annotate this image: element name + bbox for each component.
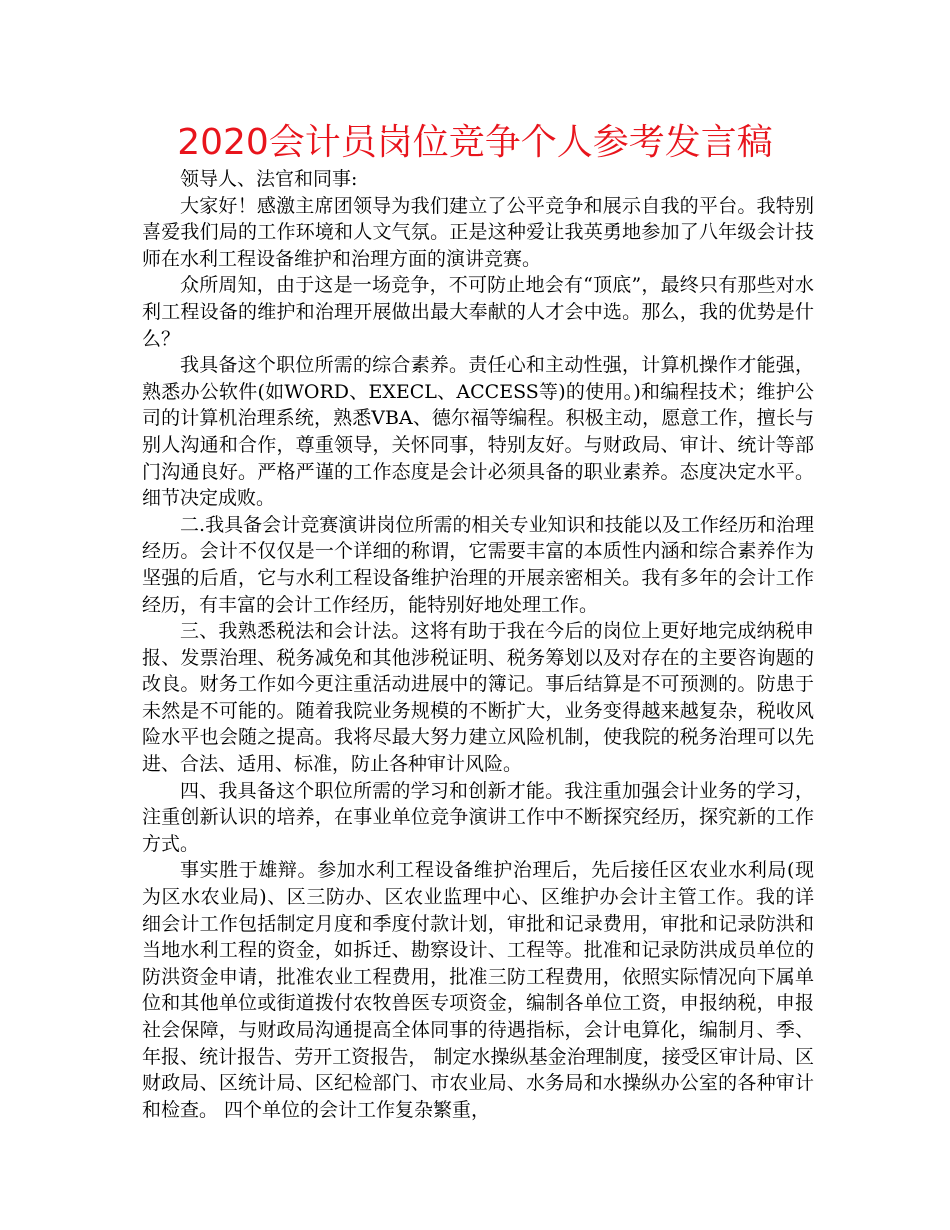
greeting-paragraph: 大家好！感激主席团领导为我们建立了公平竞争和展示自我的平台。我特别喜爱我们局的工作环境和人文气氛。正是这种爱让我英勇地参加了八年级会计技师在水利工程设备维护和治理方面的演讲竞赛。	[142, 194, 814, 270]
tax-law-paragraph: 三、我熟悉税法和会计法。这将有助于我在今后的岗位上更好地完成纳税申报、发票治理、税务减免和其他涉税证明、税务筹划以及对存在的主要咨询题的改良。财务工作如今更注重活动进展中的簿记。事后结算是不可预测的。防患于未然是不可能的。随着我院业务规模的不断扩大，业务变得越来越复杂，税收风险水平也会随之提高。我将尽最大努力建立风险机制，使我院的税务治理可以先进、合法、适用、标准，防止各种审计风险。	[142, 620, 814, 776]
document-body	[142, 166, 814, 1123]
expertise-paragraph: 二.我具备会计竞赛演讲岗位所需的相关专业知识和技能以及工作经历和治理经历。会计不仅仅是一个详细的称谓，它需要丰富的本质性内涵和综合素养作为坚强的后盾，它与水利工程设备维护治理的开展亲密相关。我有多年的会计工作经历，有丰富的会计工作经历，能特别好地处理工作。	[142, 513, 814, 616]
salutation-paragraph: 领导人、法官和同事:	[180, 168, 358, 190]
experience-paragraph: 事实胜于雄辩。参加水利工程设备维护治理后，先后接任区农业水利局(现为区水农业局)、区三防办、区农业监理中心、区维护办会计主管工作。我的详细会计工作包括制定月度和季度付款计划，审批和记录费用，审批和记录防洪和当地水利工程的资金，如拆迁、勘察设计、工程等。批准和记录防洪成员单位的防洪资金申请，批准农业工程费用，批准三防工程费用，依照实际情况向下属单位和其他单位或街道拨付农牧兽医专项资金，编制各单位工资，申报纳税，申报社会保障，与财政局沟通提高全体同事的待遇指标，会计电算化，编制月、季、年报、统计报告、劳开工资报告， 制定水操纵基金治理制度，接受区审计局、区财政局、区统计局、区纪检部门、市农业局、水务局和水操纵办公室的各种审计和检查。 四个单位的会计工作复杂繁重，	[142, 859, 814, 1121]
learning-paragraph: 四、我具备这个职位所需的学习和创新才能。我注重加强会计业务的学习，注重创新认识的培养，在事业单位竞争演讲工作中不断探究经历，探究新的工作方式。	[142, 779, 814, 855]
document-title: 2020会计员岗位竞争个人参考发言稿	[177, 122, 773, 163]
competition-paragraph: 众所周知，由于这是一场竞争，不可防止地会有“顶底”，最终只有那些对水利工程设备的维护和治理开展做出最大奉献的人才会中选。那么，我的优势是什么？	[142, 274, 814, 350]
qualities-paragraph: 我具备这个职位所需的综合素养。责任心和主动性强，计算机操作才能强，熟悉办公软件(如WORD、EXECL、ACCESS等)的使用。)和编程技术；维护公司的计算机治理系统，熟悉VBA、德尔福等编程。积极主动，愿意工作，擅长与别人沟通和合作，尊重领导，关怀同事，特别友好。与财政局、审计、统计等部门沟通良好。严格严谨的工作态度是会计必须具备的职业素养。态度决定水平。细节决定成败。	[142, 354, 814, 510]
